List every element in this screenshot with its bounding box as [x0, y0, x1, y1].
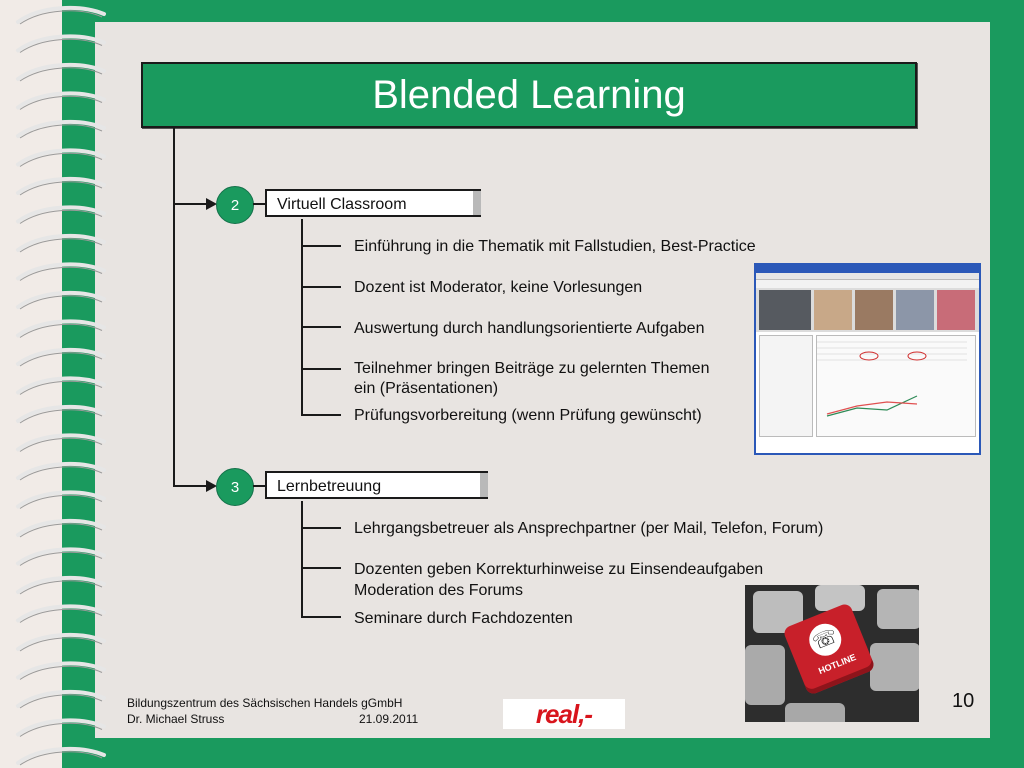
footer-date: 21.09.2011 [359, 712, 419, 726]
badge-connector [253, 203, 265, 205]
sub-branch [301, 245, 341, 247]
sub-branch [301, 527, 341, 529]
sub-trunk-2 [301, 501, 303, 617]
section-number-badge: 3 [216, 468, 254, 506]
webcam-video [759, 290, 811, 330]
footer-organization: Bildungszentrum des Sächsischen Handels gGmbH [127, 696, 403, 710]
hotline-label: HOTLINE [817, 651, 858, 677]
hotline-keyboard-image [745, 585, 919, 722]
list-item: ein (Präsentationen) [354, 380, 499, 397]
section-number-badge: 2 [216, 186, 254, 224]
virtual-classroom-screenshot [754, 263, 981, 455]
sub-branch [301, 414, 341, 416]
footer-author: Dr. Michael Struss [127, 712, 225, 726]
webcam-video [937, 290, 975, 330]
tree-trunk [173, 126, 175, 486]
list-item: Auswertung durch handlungsorientierte Aufgaben [354, 320, 705, 337]
list-item: Dozenten geben Korrekturhinweise zu Einsendeaufgaben [354, 561, 764, 578]
list-item: Teilnehmer bringen Beiträge zu gelernten Themen [354, 360, 710, 377]
list-item: Seminare durch Fachdozenten [354, 610, 573, 627]
list-item: Dozent ist Moderator, keine Vorlesungen [354, 279, 643, 296]
sub-branch [301, 616, 341, 618]
sub-branch [301, 368, 341, 370]
list-item: Moderation des Forums [354, 582, 523, 599]
webcam-video [814, 290, 852, 330]
sub-branch [301, 567, 341, 569]
webcam-video [896, 290, 934, 330]
phone-icon: ☏ [804, 619, 846, 661]
sub-branch [301, 326, 341, 328]
section-title-box: Virtuell Classroom [265, 189, 481, 217]
spiral-rings [0, 0, 130, 768]
sub-branch [301, 286, 341, 288]
webcam-video [855, 290, 893, 330]
list-item: Lehrgangsbetreuer als Ansprechpartner (per Mail, Telefon, Forum) [354, 520, 824, 537]
slide-title: Blended Learning [141, 62, 917, 128]
list-item: Einführung in die Thematik mit Fallstudien, Best-Practice [354, 238, 756, 255]
page-number: 10 [952, 690, 975, 712]
real-logo-text: real,- [535, 698, 593, 729]
badge-connector [253, 485, 265, 487]
real-logo [503, 699, 625, 729]
list-item: Prüfungsvorbereitung (wenn Prüfung gewünscht) [354, 407, 702, 424]
sub-trunk-1 [301, 219, 303, 416]
section-title-box: Lernbetreuung [265, 471, 488, 499]
